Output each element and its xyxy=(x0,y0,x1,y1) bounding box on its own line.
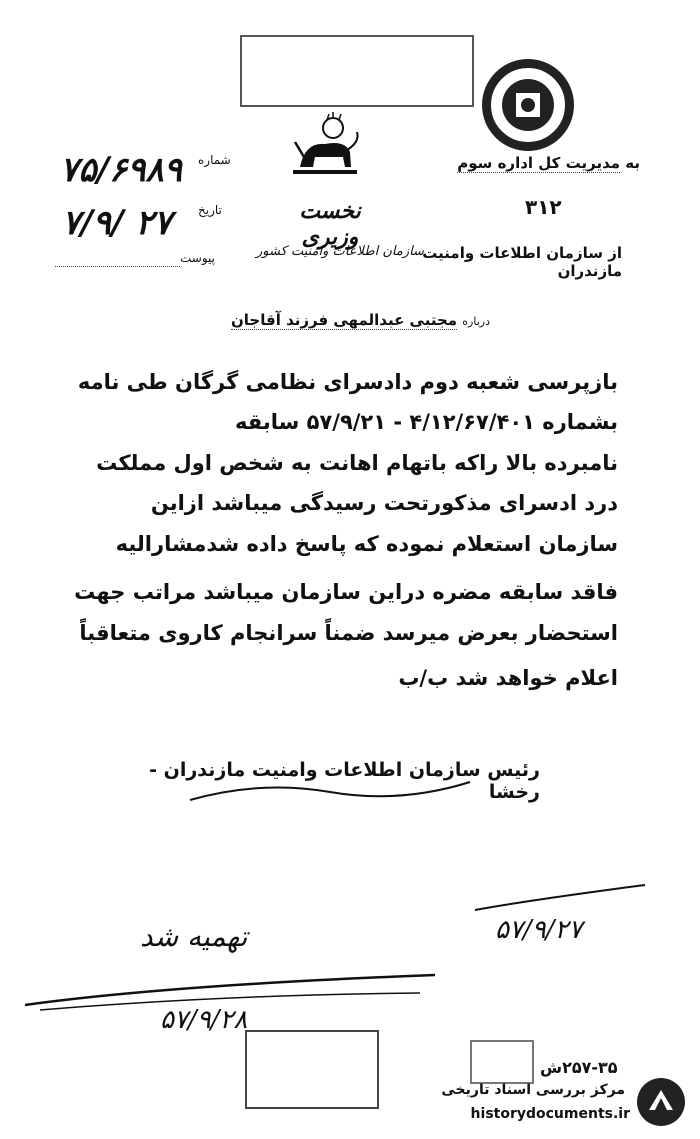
handwritten-date: ۷/۹/ ۲۷ xyxy=(62,203,172,243)
body-line-3: نامبرده بالا راکه باتهام اهانت به شخص اول مملکت xyxy=(96,451,618,475)
to-line xyxy=(430,154,640,172)
file-code: ۲۵۷-۳۵ش xyxy=(540,1058,618,1077)
from-label: از xyxy=(608,244,622,262)
attachment-label: پیوست xyxy=(180,251,215,265)
signature-line: رئیس سازمان اطلاعات وامنیت مازندران - رخشا xyxy=(149,759,540,803)
code-number: ۳۱۲ xyxy=(525,195,562,219)
left-handwritten-date: ۵۷/۹/۲۸ xyxy=(160,1005,248,1035)
bottom-stamp-box-right xyxy=(470,1040,534,1084)
attachment-blank-line xyxy=(55,266,180,267)
body-line-2: بشماره ۴/۱۲/۶۷/۴۰۱ - ۵۷/۹/۲۱ سابقه xyxy=(235,410,618,434)
archive-center-name: مرکز بررسی اسناد تاریخی xyxy=(441,1082,625,1098)
body-line-6: فاقد سابقه مضره دراین سازمان میباشد مراتب جهت xyxy=(74,580,618,604)
archive-logo-icon xyxy=(635,1076,687,1128)
ministry-heading: نخست وزیری xyxy=(299,198,361,250)
right-handwritten-date: ۵۷/۹/۲۷ xyxy=(495,915,583,945)
round-seal xyxy=(478,55,578,155)
body-line-5: سازمان استعلام نموده که پاسخ داده شدمشارالیه xyxy=(115,532,618,556)
body-line-1: بازپرسی شعبه دوم دادسرای نظامی گرگان طی نامه xyxy=(77,370,618,394)
from-line xyxy=(392,244,622,280)
subject-value: مجتبی عبدالمهی فرزند آقاجان xyxy=(231,311,458,329)
handwritten-number: ۷۵/۶۹۸۹ xyxy=(60,150,182,190)
left-handwritten-note: تهمیه شد xyxy=(140,920,248,953)
body-line-4: درد ادسرای مذکورتحت رسیدگی میباشد ازاین xyxy=(150,491,618,515)
body-line-8: اعلام خواهد شد ب/ب xyxy=(398,666,618,690)
bottom-stamp-box-left xyxy=(245,1030,379,1109)
subject-label: درباره xyxy=(462,315,490,328)
from-value: سازمان اطلاعات وامنیت مازندران xyxy=(422,244,622,280)
organization-heading: سازمان اطلاعات وامنیت کشور xyxy=(256,244,424,259)
body-line-7: استحضار بعرض میرسد ضمناً سرانجام کاروی متعاقباً xyxy=(79,621,618,645)
archive-site-url: historydocuments.ir xyxy=(470,1106,630,1122)
top-stamp-box xyxy=(240,35,474,107)
number-label: شماره xyxy=(198,153,231,167)
to-value: مدیریت کل اداره سوم xyxy=(457,154,621,172)
to-label: به xyxy=(625,154,640,172)
signature-scribble xyxy=(180,770,480,814)
lion-and-sun-emblem-icon xyxy=(285,112,365,187)
subject-line xyxy=(170,311,490,329)
date-label: تاریخ xyxy=(198,203,222,217)
